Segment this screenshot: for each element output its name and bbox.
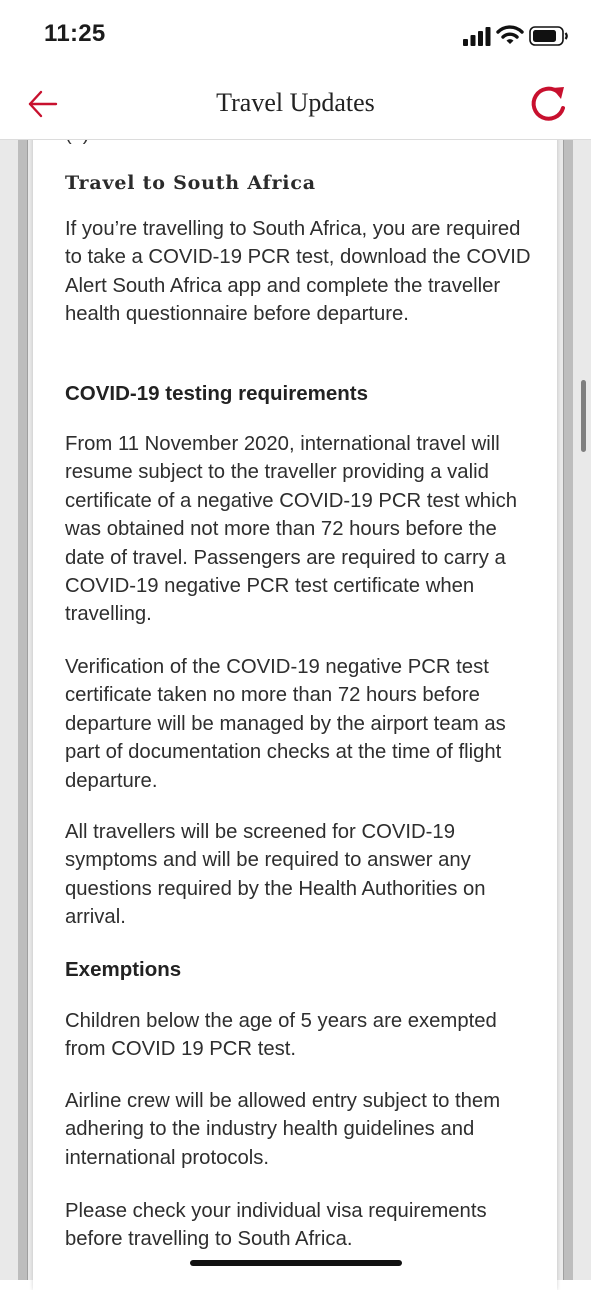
article-card <box>33 130 557 1290</box>
status-bar <box>0 0 591 68</box>
exemptions-paragraph-3: Please check your individual visa requirements before travelling to South Africa. <box>65 1200 487 1251</box>
testing-paragraph-2: Verification of the COVID-19 negative PCR test certificate taken no more than 72 hours before departure will be managed by the airport team as part of documentation checks at the time of flight departure. <box>65 656 506 792</box>
page-title: Travel Updates <box>216 88 375 117</box>
exemptions-paragraph-2: Airline crew will be allowed entry subject to them adhering to the industry health guidelines and international protocols. <box>65 1090 501 1169</box>
left-rail <box>18 140 28 1280</box>
scrollbar-thumb[interactable] <box>581 380 586 452</box>
signal-icon <box>462 26 492 46</box>
status-time: 11:25 <box>44 20 106 47</box>
refresh-button[interactable] <box>528 84 570 126</box>
section-title: Travel to South Africa <box>65 172 316 194</box>
right-rail <box>563 140 573 1280</box>
exemptions-paragraph-1: Children below the age of 5 years are exempted from COVID 19 PCR test. <box>65 1010 497 1061</box>
exemptions-heading: Exemptions <box>65 958 182 981</box>
intro-paragraph: If you’re travelling to South Africa, you are required to take a COVID-19 PCR test, download the COVID Alert South Africa app and complete the traveller health questionnaire before departure. <box>65 218 531 326</box>
refresh-icon <box>534 87 564 119</box>
content-scroll-area[interactable] <box>0 140 591 1280</box>
battery-icon <box>529 25 569 47</box>
testing-requirements-heading: COVID-19 testing requirements <box>65 382 369 405</box>
nav-bar <box>0 68 591 140</box>
home-indicator[interactable] <box>190 1260 402 1266</box>
testing-paragraph-1: From 11 November 2020, international travel will resume subject to the traveller providing a valid certificate of a negative COVID-19 PCR test which was obtained not more than 72 hours before the date of travel. Passengers are required to carry a COVID-19 negative PCR test certificate when travelling. <box>65 433 518 626</box>
wifi-icon <box>496 24 524 46</box>
testing-paragraph-3: All travellers will be screened for COVID-19 symptoms and will be required to answer any questions required by the Health Authorities on arrival. <box>65 821 486 929</box>
